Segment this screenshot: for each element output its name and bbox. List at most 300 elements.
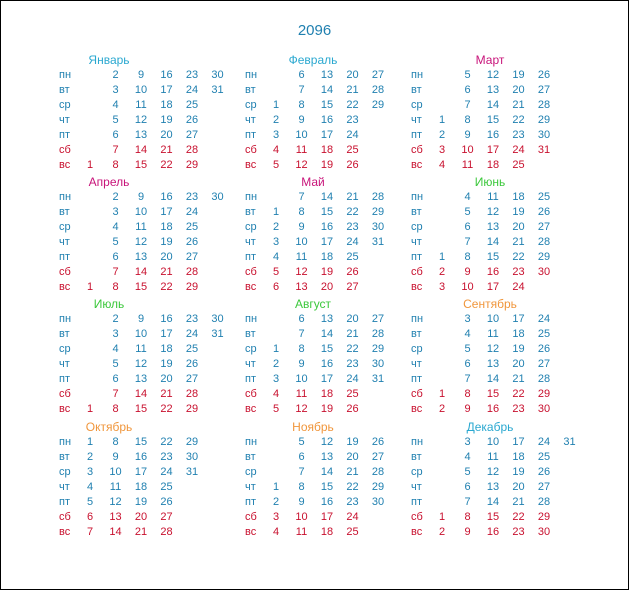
day-cell: 25	[512, 159, 525, 171]
day-cell: 4	[112, 343, 119, 355]
day-cell: 25	[160, 481, 173, 493]
day-cell: 15	[320, 481, 334, 493]
day-cell: 28	[537, 373, 551, 385]
weekday-label: пт	[59, 496, 70, 508]
day-cell: 1	[272, 99, 280, 111]
day-cell: 2	[438, 403, 446, 415]
month-name: Апрель	[88, 175, 130, 189]
weekday-label: пн	[411, 191, 424, 203]
day-cell: 10	[109, 466, 122, 478]
day-cell: 10	[461, 281, 474, 293]
day-cell: 21	[346, 466, 359, 478]
day-cell: 6	[298, 313, 305, 325]
weekday-label: вт	[245, 206, 256, 218]
day-cell: 20	[346, 313, 359, 325]
day-cell: 11	[487, 328, 499, 340]
day-cell: 18	[486, 159, 500, 171]
day-cell: 19	[512, 206, 525, 218]
day-cell: 31	[563, 436, 576, 448]
day-cell: 11	[295, 526, 308, 538]
weekday-label: чт	[245, 481, 256, 493]
weekday-label: ср	[411, 221, 423, 233]
day-cell: 23	[185, 69, 199, 81]
day-cell: 12	[486, 69, 500, 81]
month-name: Январь	[88, 53, 130, 67]
day-cell: 16	[160, 191, 173, 203]
day-cell: 29	[371, 206, 385, 218]
weekday-row	[411, 450, 601, 464]
day-cell: 3	[438, 144, 446, 156]
day-cell: 10	[134, 84, 148, 96]
day-cell: 30	[211, 69, 224, 81]
day-cell: 1	[272, 481, 280, 493]
month-name: Май	[301, 175, 325, 189]
day-cell: 9	[464, 266, 471, 278]
weekday-row	[245, 113, 435, 127]
day-cell: 8	[464, 114, 471, 126]
weekday-row	[411, 372, 601, 386]
day-cell: 20	[512, 358, 525, 370]
day-cell: 16	[320, 496, 334, 508]
day-cell: 11	[295, 388, 308, 400]
day-cell: 28	[371, 191, 385, 203]
day-cell: 28	[537, 236, 551, 248]
weekday-row	[59, 450, 249, 464]
day-cell: 15	[486, 511, 500, 523]
day-cell: 14	[109, 526, 122, 538]
day-cell: 13	[320, 451, 334, 463]
day-cell: 12	[134, 236, 148, 248]
day-cell: 7	[112, 266, 119, 278]
weekday-row	[245, 435, 435, 449]
day-cell: 10	[134, 328, 148, 340]
day-cell: 25	[185, 343, 199, 355]
day-cell: 21	[512, 373, 525, 385]
weekday-label: чт	[411, 481, 422, 493]
day-cell: 8	[112, 281, 119, 293]
day-cell: 27	[185, 373, 199, 385]
day-cell: 6	[298, 451, 305, 463]
day-cell: 31	[211, 328, 224, 340]
day-cell: 16	[486, 403, 500, 415]
day-cell: 14	[320, 191, 334, 203]
weekday-row	[59, 68, 249, 82]
weekday-row	[59, 312, 249, 326]
day-cell: 24	[346, 373, 359, 385]
day-cell: 1	[438, 251, 446, 263]
day-cell: 1	[86, 403, 94, 415]
month-4	[59, 175, 249, 297]
day-cell: 13	[486, 358, 500, 370]
day-cell: 26	[537, 206, 551, 218]
day-cell: 12	[295, 266, 308, 278]
day-cell: 23	[512, 129, 525, 141]
weekday-row	[411, 465, 601, 479]
day-cell: 20	[346, 69, 359, 81]
weekday-row	[245, 510, 435, 524]
day-cell: 21	[512, 496, 525, 508]
weekday-row	[245, 465, 435, 479]
weekday-label: пн	[245, 69, 258, 81]
day-cell: 8	[298, 99, 305, 111]
day-cell: 6	[112, 251, 119, 263]
weekday-label: сб	[411, 144, 423, 156]
weekday-label: чт	[245, 358, 256, 370]
day-cell: 27	[371, 451, 385, 463]
day-cell: 22	[512, 114, 525, 126]
day-cell: 3	[438, 281, 446, 293]
day-cell: 9	[464, 403, 471, 415]
day-cell: 25	[346, 388, 359, 400]
day-cell: 7	[112, 388, 119, 400]
day-cell: 18	[134, 481, 148, 493]
day-cell: 13	[134, 129, 148, 141]
day-cell: 20	[160, 373, 173, 385]
day-cell: 23	[346, 221, 359, 233]
day-cell: 7	[86, 526, 94, 538]
weekday-label: сб	[245, 144, 257, 156]
day-cell: 28	[185, 144, 199, 156]
month-name: Ноябрь	[292, 420, 334, 434]
weekday-label: сб	[59, 266, 71, 278]
weekday-row	[59, 265, 249, 279]
day-cell: 3	[112, 328, 119, 340]
month-9	[411, 297, 601, 419]
month-name: Март	[475, 53, 505, 67]
day-cell: 12	[320, 436, 334, 448]
month-name: Июнь	[474, 175, 506, 189]
day-cell: 19	[512, 466, 525, 478]
weekday-row	[245, 235, 435, 249]
day-cell: 10	[461, 144, 474, 156]
day-cell: 1	[86, 436, 94, 448]
weekday-row	[59, 143, 249, 157]
day-cell: 7	[298, 466, 305, 478]
day-cell: 24	[537, 436, 551, 448]
weekday-row	[245, 220, 435, 234]
day-cell: 5	[272, 266, 280, 278]
day-cell: 14	[486, 496, 500, 508]
weekday-label: пн	[411, 436, 424, 448]
day-cell: 21	[346, 191, 359, 203]
day-cell: 4	[86, 481, 94, 493]
day-cell: 5	[112, 236, 119, 248]
weekday-row	[411, 387, 601, 401]
day-cell: 1	[272, 206, 280, 218]
day-cell: 14	[486, 236, 500, 248]
day-cell: 5	[298, 436, 305, 448]
day-cell: 15	[486, 388, 500, 400]
weekday-row	[245, 205, 435, 219]
day-cell: 25	[185, 221, 199, 233]
day-cell: 10	[295, 129, 308, 141]
day-cell: 30	[371, 496, 385, 508]
weekday-row	[59, 280, 249, 294]
day-cell: 22	[346, 343, 359, 355]
day-cell: 14	[320, 84, 334, 96]
day-cell: 17	[160, 328, 173, 340]
day-cell: 19	[160, 358, 173, 370]
day-cell: 22	[346, 206, 359, 218]
day-cell: 16	[160, 313, 173, 325]
day-cell: 16	[320, 114, 334, 126]
day-cell: 25	[346, 526, 359, 538]
day-cell: 13	[486, 84, 500, 96]
day-cell: 20	[134, 511, 148, 523]
day-cell: 22	[160, 159, 173, 171]
day-cell: 26	[185, 236, 199, 248]
day-cell: 29	[185, 159, 199, 171]
weekday-label: вс	[245, 281, 257, 293]
day-cell: 31	[537, 144, 551, 156]
day-cell: 30	[211, 191, 224, 203]
day-cell: 1	[86, 281, 94, 293]
day-cell: 17	[160, 84, 173, 96]
weekday-row	[245, 525, 435, 539]
weekday-label: вт	[411, 84, 422, 96]
day-cell: 9	[298, 221, 305, 233]
day-cell: 29	[371, 343, 385, 355]
day-cell: 5	[272, 403, 280, 415]
day-cell: 31	[211, 84, 224, 96]
day-cell: 3	[272, 129, 280, 141]
weekday-label: ср	[411, 343, 423, 355]
weekday-label: пт	[245, 251, 256, 263]
day-cell: 14	[320, 466, 334, 478]
weekday-label: сб	[245, 511, 257, 523]
day-cell: 15	[320, 206, 334, 218]
month-10	[59, 420, 249, 542]
weekday-row	[245, 68, 435, 82]
day-cell: 23	[185, 191, 199, 203]
day-cell: 12	[109, 496, 122, 508]
weekday-row	[59, 435, 249, 449]
day-cell: 4	[272, 526, 280, 538]
day-cell: 8	[112, 159, 119, 171]
weekday-row	[411, 158, 601, 172]
weekday-row	[245, 190, 435, 204]
weekday-row	[245, 143, 435, 157]
weekday-label: ср	[245, 221, 257, 233]
weekday-row	[245, 450, 435, 464]
day-cell: 17	[512, 436, 525, 448]
day-cell: 18	[320, 144, 334, 156]
day-cell: 8	[298, 481, 305, 493]
day-cell: 24	[512, 144, 525, 156]
day-cell: 5	[112, 114, 119, 126]
day-cell: 6	[272, 281, 280, 293]
day-cell: 2	[112, 313, 119, 325]
day-cell: 9	[298, 496, 305, 508]
day-cell: 30	[537, 129, 551, 141]
day-cell: 25	[537, 191, 551, 203]
day-cell: 30	[537, 526, 551, 538]
day-cell: 14	[134, 144, 148, 156]
day-cell: 29	[371, 481, 385, 493]
day-cell: 10	[295, 373, 308, 385]
day-cell: 22	[512, 511, 525, 523]
day-cell: 6	[464, 221, 471, 233]
weekday-row	[245, 357, 435, 371]
day-cell: 7	[298, 328, 305, 340]
weekday-row	[411, 342, 601, 356]
day-cell: 6	[464, 358, 471, 370]
weekday-row	[245, 280, 435, 294]
weekday-label: пт	[59, 373, 70, 385]
weekday-label: чт	[411, 236, 422, 248]
month-2	[245, 53, 435, 175]
day-cell: 30	[371, 221, 385, 233]
day-cell: 28	[371, 84, 385, 96]
weekday-row	[59, 465, 249, 479]
weekday-label: пн	[245, 313, 258, 325]
day-cell: 26	[185, 114, 199, 126]
day-cell: 27	[185, 129, 199, 141]
month-12	[411, 420, 601, 542]
day-cell: 21	[512, 236, 525, 248]
day-cell: 7	[464, 236, 471, 248]
weekday-row	[245, 495, 435, 509]
weekday-label: вс	[245, 159, 257, 171]
day-cell: 21	[160, 388, 173, 400]
day-cell: 23	[185, 313, 199, 325]
weekday-label: сб	[411, 388, 423, 400]
day-cell: 5	[464, 466, 471, 478]
day-cell: 26	[346, 403, 359, 415]
day-cell: 15	[486, 114, 500, 126]
day-cell: 8	[112, 436, 119, 448]
weekday-label: чт	[411, 114, 422, 126]
day-cell: 23	[346, 114, 359, 126]
weekday-label: вс	[411, 403, 423, 415]
day-cell: 16	[160, 69, 173, 81]
day-cell: 15	[134, 436, 148, 448]
day-cell: 21	[160, 144, 173, 156]
day-cell: 5	[464, 206, 471, 218]
day-cell: 30	[537, 403, 551, 415]
day-cell: 19	[320, 159, 334, 171]
day-cell: 9	[298, 114, 305, 126]
day-cell: 9	[137, 69, 145, 81]
day-cell: 20	[512, 481, 525, 493]
weekday-row	[245, 480, 435, 494]
weekday-label: вс	[411, 281, 423, 293]
day-cell: 28	[537, 99, 551, 111]
weekday-row	[245, 387, 435, 401]
month-1	[59, 53, 249, 175]
weekday-label: вт	[59, 206, 70, 218]
weekday-label: пн	[59, 69, 72, 81]
day-cell: 29	[185, 403, 199, 415]
day-cell: 18	[160, 343, 173, 355]
weekday-row	[59, 158, 249, 172]
day-cell: 26	[346, 159, 359, 171]
day-cell: 27	[185, 251, 199, 263]
weekday-label: пт	[245, 373, 256, 385]
day-cell: 11	[295, 144, 308, 156]
day-cell: 5	[86, 496, 94, 508]
weekday-row	[411, 98, 601, 112]
day-cell: 14	[486, 373, 500, 385]
day-cell: 17	[486, 144, 500, 156]
day-cell: 24	[512, 281, 525, 293]
weekday-label: чт	[59, 358, 70, 370]
day-cell: 25	[346, 251, 359, 263]
day-cell: 27	[371, 313, 385, 325]
day-cell: 17	[320, 129, 334, 141]
weekday-row	[59, 98, 249, 112]
weekday-row	[59, 402, 249, 416]
day-cell: 20	[320, 281, 334, 293]
month-name: Февраль	[288, 53, 338, 67]
day-cell: 16	[486, 266, 500, 278]
weekday-label: чт	[245, 114, 256, 126]
day-cell: 18	[160, 99, 173, 111]
day-cell: 10	[486, 436, 500, 448]
day-cell: 5	[272, 159, 280, 171]
day-cell: 27	[346, 281, 359, 293]
weekday-row	[245, 128, 435, 142]
weekday-row	[245, 312, 435, 326]
weekday-label: ср	[59, 99, 71, 111]
day-cell: 14	[134, 266, 148, 278]
day-cell: 29	[185, 281, 199, 293]
day-cell: 24	[160, 466, 173, 478]
day-cell: 27	[371, 69, 385, 81]
weekday-row	[411, 402, 601, 416]
day-cell: 11	[135, 221, 147, 233]
day-cell: 7	[112, 144, 119, 156]
day-cell: 11	[135, 99, 147, 111]
weekday-row	[411, 68, 601, 82]
day-cell: 12	[134, 358, 148, 370]
weekday-row	[411, 83, 601, 97]
month-name: Октябрь	[85, 420, 133, 434]
day-cell: 30	[211, 313, 224, 325]
day-cell: 23	[512, 403, 525, 415]
weekday-label: чт	[245, 236, 256, 248]
weekday-label: чт	[59, 236, 70, 248]
day-cell: 3	[86, 466, 94, 478]
weekday-label: вт	[245, 84, 256, 96]
day-cell: 29	[371, 99, 385, 111]
day-cell: 29	[537, 388, 551, 400]
day-cell: 4	[272, 388, 280, 400]
day-cell: 6	[298, 69, 305, 81]
weekday-row	[411, 357, 601, 371]
day-cell: 1	[86, 159, 94, 171]
weekday-label: вт	[245, 451, 256, 463]
day-cell: 28	[185, 266, 199, 278]
weekday-row	[411, 220, 601, 234]
day-cell: 20	[160, 251, 173, 263]
weekday-label: сб	[245, 266, 257, 278]
day-cell: 20	[512, 84, 525, 96]
weekday-row	[411, 327, 601, 341]
weekday-row	[411, 435, 601, 449]
day-cell: 24	[346, 129, 359, 141]
day-cell: 2	[272, 358, 280, 370]
weekday-row	[245, 265, 435, 279]
weekday-label: вс	[59, 281, 71, 293]
day-cell: 1	[272, 343, 280, 355]
day-cell: 3	[272, 511, 280, 523]
day-cell: 7	[464, 496, 471, 508]
weekday-label: пт	[59, 251, 70, 263]
month-5	[245, 175, 435, 297]
weekday-row	[411, 235, 601, 249]
day-cell: 26	[537, 466, 551, 478]
